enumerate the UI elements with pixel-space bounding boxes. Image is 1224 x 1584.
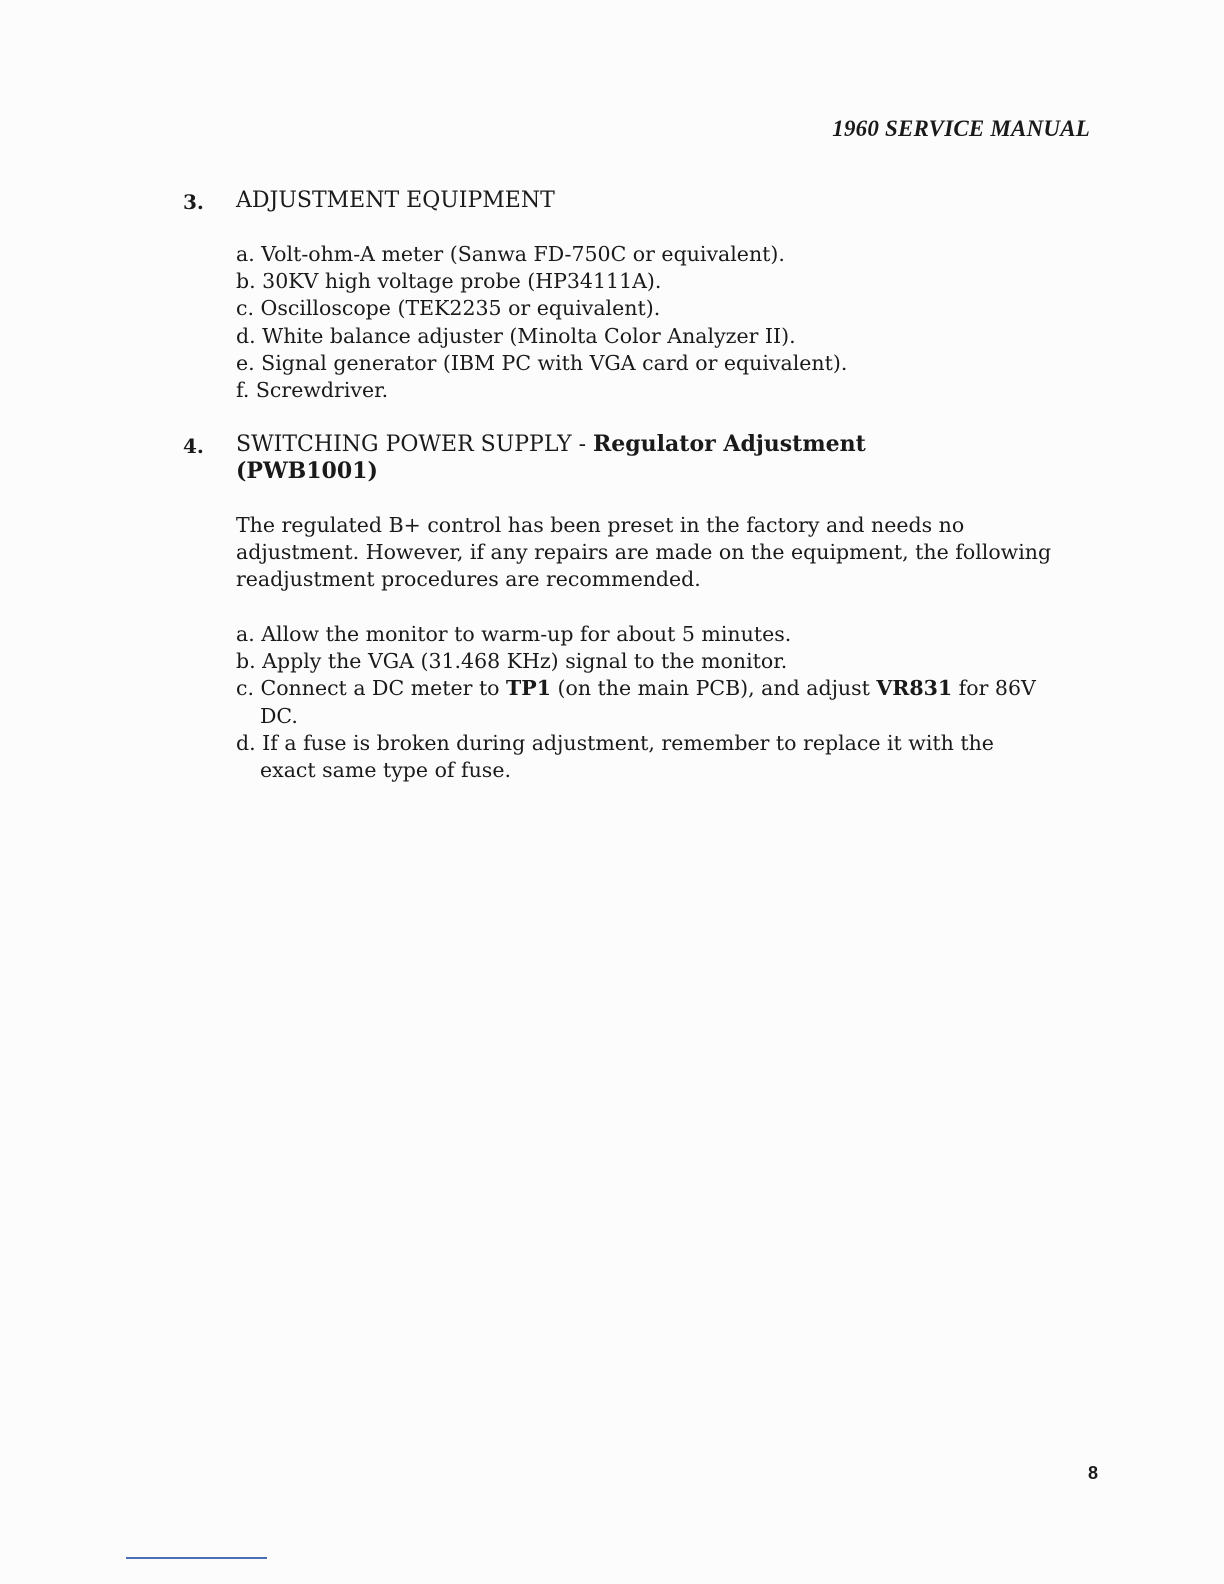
section-number: 3. bbox=[183, 190, 204, 214]
section-title bbox=[236, 431, 866, 485]
list-item: a. Volt-ohm-A meter (Sanwa FD-750C or equivalent). bbox=[236, 242, 785, 266]
equipment-list bbox=[236, 241, 847, 404]
step-c-prefix: c. Connect a DC meter to bbox=[236, 676, 507, 701]
step-item: d. If a fuse is broken during adjustment, remember to replace it with the exact same type of fuse. bbox=[236, 730, 994, 783]
step-item: a. Allow the monitor to warm-up for about 5 minutes. bbox=[236, 622, 792, 646]
list-item: c. Oscilloscope (TEK2235 or equivalent). bbox=[236, 296, 661, 321]
section-title: ADJUSTMENT EQUIPMENT bbox=[236, 188, 555, 213]
page-header-title: 1960 SERVICE MANUAL bbox=[832, 116, 1090, 141]
procedure-steps bbox=[236, 621, 1060, 784]
list-item: f. Screwdriver. bbox=[236, 378, 389, 403]
list-item: e. Signal generator (IBM PC with VGA card or equivalent). bbox=[236, 350, 848, 375]
section-title-main: SWITCHING POWER SUPPLY - bbox=[236, 432, 594, 457]
step-c-suffix: for 86V DC. bbox=[260, 676, 1036, 728]
section-subtitle: (PWB1001) bbox=[236, 458, 378, 484]
variable-resistor-label: VR831 bbox=[876, 676, 953, 701]
footer-divider bbox=[126, 1557, 267, 1559]
list-item: b. 30KV high voltage probe (HP34111A). bbox=[236, 269, 662, 294]
intro-paragraph: The regulated B+ control has been preset in the factory and needs no adjustment. However, if any repairs are made on the equipment, the following readjustment procedures are recommended. bbox=[236, 513, 1052, 591]
step-item: b. Apply the VGA (31.468 KHz) signal to the monitor. bbox=[236, 649, 788, 674]
list-item: d. White balance adjuster (Minolta Color Analyzer II). bbox=[236, 323, 796, 348]
test-point-label: TP1 bbox=[506, 676, 551, 701]
section-title-bold: Regulator Adjustment bbox=[593, 431, 866, 457]
step-c-middle: (on the main PCB), and adjust bbox=[550, 676, 877, 701]
page-number: 8 bbox=[1087, 1463, 1098, 1483]
step-item bbox=[236, 675, 1060, 729]
section-number: 4. bbox=[183, 434, 204, 458]
